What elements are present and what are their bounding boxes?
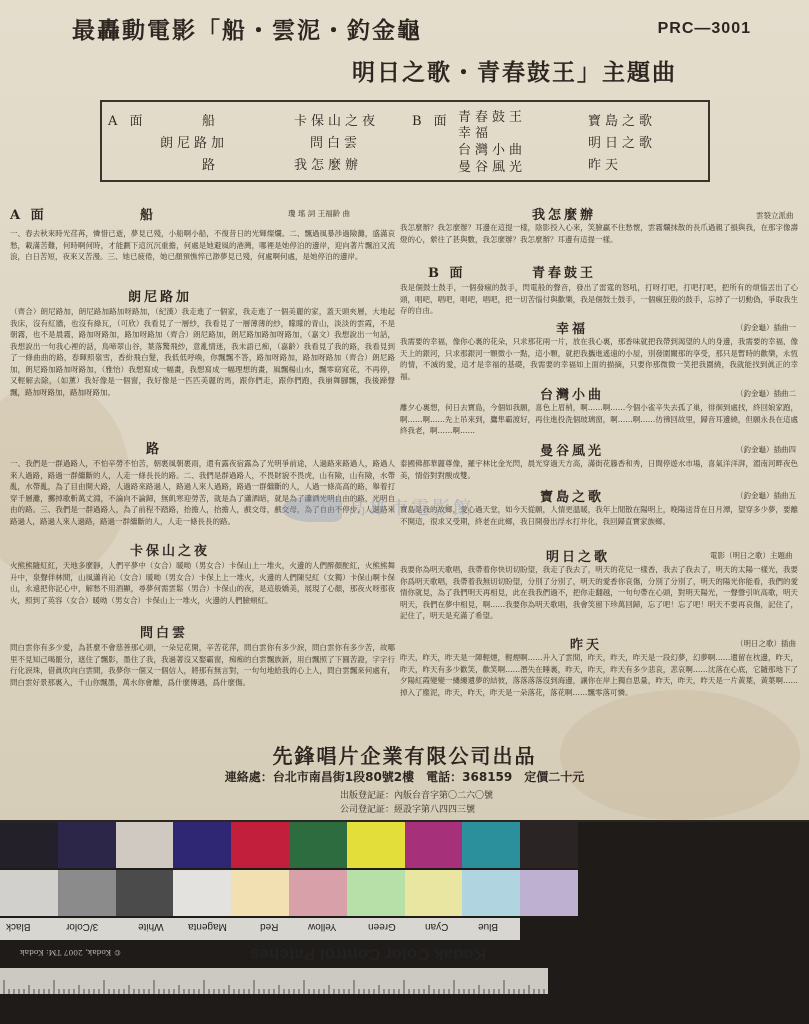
lyric-title: 船 <box>140 208 157 223</box>
patch-label: Red <box>260 921 279 932</box>
color-patch <box>0 822 58 868</box>
color-patch <box>231 822 289 868</box>
catalog-number: PRC—3001 <box>657 20 751 37</box>
lyric-body: 寶島是我的故鄉，愛心過天堂，如今天從願，人情更溫暖，我年上閒散在陽明上，晚陽送背在日月潭，望穿多少夢，要離不開這，很求又受期，終老在此鄉，我日開發出浮水打井化，我回歸直寶家族鄉。 <box>400 505 798 526</box>
lyric-title: 曼谷風光 <box>540 444 605 459</box>
toc-b-4: 曼谷風光 <box>458 160 527 175</box>
toc-b-5: 寶島之歌 <box>588 114 657 129</box>
kodak-copyright: © Kodak, 2007 TM: Kodak <box>20 948 122 957</box>
lyric-credit: 雲裂立派曲 <box>756 211 794 220</box>
lyric-title: 青春鼓王 <box>532 266 597 281</box>
patch-label: 3/Color <box>66 921 99 932</box>
title-line-2: 明日之歌・青春鼓王」主題曲 <box>352 60 677 86</box>
color-patch <box>58 822 116 868</box>
color-patch <box>116 822 174 868</box>
registration-1: 出版登記証：內版台音字第〇二六〇號 <box>340 791 494 801</box>
toc-a-1: 船 <box>202 114 220 129</box>
toc-a-3: 路 <box>202 158 220 173</box>
lyric-credit: （釣金龜）插曲二 <box>736 389 796 398</box>
right-side-label: B 面 <box>428 266 466 281</box>
color-patch <box>116 870 174 916</box>
toc-b-3: 台灣小曲 <box>458 143 527 158</box>
lyric-credit: （釣金龜）插曲五 <box>736 491 796 500</box>
color-patch <box>289 822 347 868</box>
color-patch <box>462 822 520 868</box>
lyric-body: 昨天，昨天，昨天是一陣輕煙，輕煙啊……升入了雲間，昨天，昨天，昨天是一段幻夢，幻夢啊……遺留在枕邊，昨天，昨天，昨天有多少歡笑，歡笑啊……潛失在睡裏，昨天，昨天，昨天有多少悲哀，悲哀啊……沈落在心底，它隨那地下了夕陽紅霞變變一縷縷遺夢的結彼，落落落落沒到海邊，讓你在岸上獨自思量，昨天，昨天，昨天是一片黃葉，黃葉啊……掉入了塵泥，昨天，昨天，昨天是一朵落花，落花啊……飄零落可憐。 <box>400 653 798 697</box>
watermark: 高雄市電影館 <box>282 494 474 522</box>
patch-label: Black <box>6 921 31 932</box>
contact-info: 連絡處：台北市南昌街1段80號2樓 電話：368159 定價二十元 <box>224 770 585 784</box>
toc-b-2: 幸福 <box>458 126 493 141</box>
fish-logo-icon <box>282 496 342 522</box>
toc-b-6: 明日之歌 <box>588 136 657 151</box>
toc-side-a: A 面 <box>108 114 147 129</box>
patch-label: White <box>138 921 164 932</box>
lyric-credit: 瓊 瑤 詞 王福齡 曲 <box>288 209 351 218</box>
color-patch <box>0 870 58 916</box>
lyric-credit: 電影（明日之歌）主題曲 <box>710 551 793 560</box>
lyric-body: 我怎麼辦？我怎麼辦？耳邊在這提一樣，陰影投入心來，笑臉贏不住愁懷，雲霧爛抹散的長爪過親了損與我，在那字像壽燈的心，縈往了甚與數，我怎麼辦？我怎麼辦？耳邊有這提一樣。 <box>400 223 798 244</box>
title-line-1: 最轟動電影「船・雲泥・釣金龜 <box>72 18 422 44</box>
lyric-title: 朗尼路加 <box>128 290 193 305</box>
lyric-title: 路 <box>146 442 163 457</box>
toc-b-1: 青春鼓王 <box>458 110 527 125</box>
lyric-title: 寶島之歌 <box>540 490 605 505</box>
lyric-title: 明日之歌 <box>546 550 611 565</box>
patch-label: Blue <box>478 921 499 932</box>
lyric-body: 我要你為明天歌唱，我帶着你快切切盼望，我走了我去了，明天的花兒一樣香，我去了我去了，明天的太陽一樣光，我要你爲明天歌唱，我帶着我無切切盼望，分別了分別了，明天的愛香你哀傷，分別了分別了，明天的陽光你能看，我們的愛情你就見，為了我們明天再相見，此在我我們過不，把你走翻越，一句句帶在心頭，對明天陽光，一聲聲引吭高歌，明天明天，我們在夢中相見，啊……我要你為明天歌唱，我會笑留下珍萬回歸，忘了吧！忘了吧！明天不要再哀傷，記住了，記住了，明天是充滿了希望。 <box>400 565 798 620</box>
toc-a-5: 問白雲 <box>310 136 362 151</box>
lyric-title: 昨天 <box>570 638 603 653</box>
color-patch <box>347 822 405 868</box>
lyric-body: 泰國佛都華麗尊像，羅宇林比金光閃，晨光穿過天方高，滿街花籐香和秀，日間停遊水市場，喜氣洋洋湃，湄南河畔夜色美，情俗對對酸成雙。 <box>400 459 798 480</box>
kodak-brand: Kodak Color Control Patches <box>250 945 487 964</box>
color-patch <box>520 822 578 868</box>
ruler-ticks <box>0 968 548 994</box>
toc-b-7: 昨天 <box>588 158 623 173</box>
color-patch <box>173 870 231 916</box>
toc-a-4: 卡保山之夜 <box>294 114 380 129</box>
patch-labels <box>0 918 520 940</box>
ruler <box>0 968 548 994</box>
lyric-body: 離夕心裏想，何日去寶島，今個如我願，喜色上眉梢，啊……啊……今個小雀辛失去孤了巢，徘徊到處找，終回娘家跑，啊……啊……先上吊來到，鷹隼霸渡好，再住進投洗個玻璃窗，啊……啊……彷彿回故里，歸音耳邊繞，但願永長在這處終我老，啊……啊…… <box>400 403 798 435</box>
color-patch <box>520 870 578 916</box>
color-patch <box>347 870 405 916</box>
color-patch <box>231 870 289 916</box>
lyric-body: 一、春去秋來時光荏苒，憐惜已逝，夢見已殘，小船啊小船，不復昔日的光輝燦爛。二、飄過風暴渉過險灘，盛滿哀愁，載滿苦難，何時啊何時，才能劃下這沉沉重擔，何處是她避風的港灣，哪裡是她停泊的邊岸，迎向著片飄泊又流浪，白日苦短，夜來又苦漫。三、她已疲倦，她已顏預憔悴已渺夢見已殘，何處啊何處，是她停泊的邊岸。 <box>10 229 395 261</box>
patch-label: Green <box>368 921 396 932</box>
lyric-body: 問白雲你有多少愛，為甚麼不會慈善那心頭，一朵兒花開，辛苦花萍，問白雲你有多少淚，問白雲你有多少苦，故哪里不見知己喝罷分，遮住了飄影，墨住了我，我過著沒又娶霸窗，痴痴的白雲飄族新，用白飄照了下圓苦證，字字行行化淚珠，借眞吹向白雲間，我夢你一個又一個信人，將那有無言對，一句句地給我的心上人，問白雲飄來何處有，問白雲好景那裏入，千山你飄墨，萬水你會離，爲什麼傳遇，爲什麼傷。 <box>10 643 395 687</box>
patch-label: Yellow <box>308 921 337 932</box>
lyric-title: 幸福 <box>556 322 589 337</box>
publisher: 先鋒唱片企業有限公司出品 <box>272 744 537 768</box>
registration-2: 公司登記証：經設字第八四四三號 <box>340 805 476 815</box>
lyric-credit: （釣金龜）插曲四 <box>736 445 796 454</box>
lyric-body: 我是個鼓士鼓手，一個發瘋的鼓手，閃電般的聲音，發出了雷霆的怒吼，打呀打吧，打吧打吧，把所有的煩惱丟出了心頭，唱吧，唱吧，唱吧，唱吧，把一切苦惱付與歡樂，我是個鼓士鼓手，一個瘋狂般的鼓手，忘掉了一切動偽，爭取我生存的自由。 <box>400 283 798 315</box>
patch-label: Magenta <box>188 921 227 932</box>
lyric-title: 卡保山之夜 <box>130 544 211 559</box>
track-list-box <box>100 100 710 182</box>
lyric-title: 我怎麼辦 <box>532 208 597 223</box>
left-side-label: A 面 <box>10 208 47 223</box>
lyric-body: （齊合）朗尼路加，朗尼路加路加呀路加，（紀漢）我走進了一個家，我走進了一個美麗的家，蓋天頭夾層，大地起我床，沒有紅牆，也沒有綠瓦，（可欣）我看見了一層紗，我看見了一層薄薄的紗，矇矇的青山，淡淡的雲霞，不是朝霧，也不是晨霧，路加呀路加，路加呀路加（齊合）朗尼路加，朗尼路加路加呀路加，（嘉文）我想說出一句話，我想說出一句我心裡的話，鳥啼翠山谷，葉落驚飛紗，意亂情迷，我未語已痴，（嘉齡）我看見了我的路，我看見到了一條曲曲的路，春暉照嶺雪，香紛飛白髮，我低低呼喚，你飄飄不答，路加呀路加，路加呀路加（齊合）朗尼路加，朗尼路加路加呀路加，（雅怡）我想寫成一幅畫，我想寫成一幅理想的畫，風飄楊山水，飄零窈窕花，不再停，又輕解去除，（如薰）我好像是一個窗，我好像是一匹匹美麗的馬，跟你們走，跟你們跑，我崩舞腳飄，我後蹄聲飄，路加呀路加，路加呀路加。 <box>10 307 395 397</box>
lyric-body: 我需要的幸福，像你心裏的花朵，只求那花兩一片，放在我心裏，那香味就把我帶到渴望的人的身邊，我需要的幸福，像天上的銀河，只求那銀河一顆微小一點，這小顆，就把我攜進遙遠的小屋，別發圍關那的享受，那只是暫時的歡樂，永恆的情，不滅的愛，這才是幸福的基礎，我需要的幸福如上面的描摘，只要你那微微一笑把我圍繞，我就能找到眞正的幸福。 <box>400 337 798 381</box>
color-patch <box>405 870 463 916</box>
toc-side-b: B 面 <box>412 114 451 129</box>
color-patch <box>289 870 347 916</box>
lyric-title: 問白雲 <box>140 626 189 641</box>
toc-a-6: 我怎麼辦 <box>294 158 363 173</box>
color-patch <box>173 822 231 868</box>
color-patch <box>462 870 520 916</box>
color-patch <box>405 822 463 868</box>
lyric-body: 一、我們是一群過路人，不怕辛勞不怕苦，朝裹風朝裹雨，還有露夜宿露為了光明爭前途，人過路來路過人，路過人來人過路，路過一群繼斷的人，人走一條長長的路。二、我們是群過路人，不畏財貌不畏虎，山有險，山有險，水帶亂，水帶亂，為了目由開大路，人過路來路過人，路過人來人過路，路過一群繼斷的人，人過一條高高的路，舉着打穿千層灘，擲掉歌斬萬丈淵，不論向不論歸，無飢寒迎勞苦，就是為了瀟洒暗，就是為了瀟洒光明自由的路，光明自由的路。三、我們是一群過路人，為了前程不踏路，抬擔人，抬擔人，戲交母，戲交母，為了自由不停步，人過路來路過人，路過人來人過路，路過一群繼斷的人，人走一條長長的路。 <box>10 459 395 526</box>
lyric-body: 火熊熊隨紅紅，天地多麼靜，人們平夢中（女合）暖呦（男女合）卡保山上一堆火，火邊的人們醉顏酡紅，火熊熊舞升中，泉聲伴林間，山風瀟肖沁（女合）暖呦（男女合）卡保上上一堆火，火邊的人們陳兒紅（女獨）卡保山啊卡保山，永遠把你記心中，解愁不用酒顯，尋夢何需雲鬆（男合）卡保山的夜，是這般嬌美，展現了心顏，那夜火呀那夜火，照到了英容（女合）暖呦（男女合）卡保山上一堆火，火邊的人們臉頰紅。 <box>10 561 395 605</box>
lyric-credit: （明日之歌）插曲 <box>736 639 796 648</box>
patch-label: Cyan <box>425 921 449 932</box>
toc-a-2: 朗尼路加 <box>160 136 229 151</box>
lyric-credit: （釣金龜）插曲一 <box>736 323 796 332</box>
lyric-title: 台灣小曲 <box>540 388 605 403</box>
color-patch <box>58 870 116 916</box>
